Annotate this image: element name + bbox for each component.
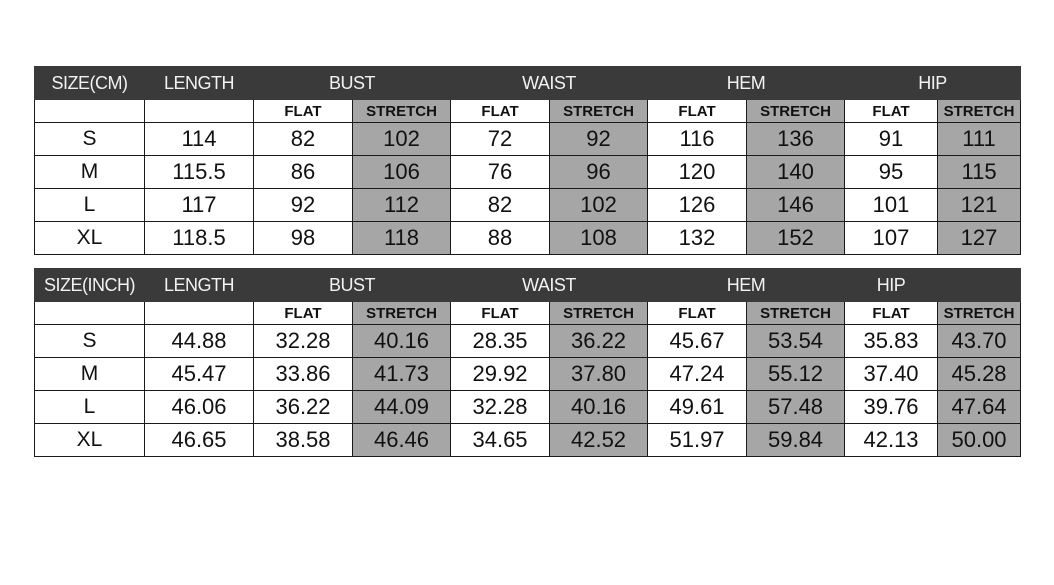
flat-label: FLAT [845,302,938,325]
stretch-cell: 43.70 [938,325,1021,358]
flat-cell: 36.22 [254,391,353,424]
subheader-empty [145,302,254,325]
stretch-cell: 47.64 [938,391,1021,424]
table-row [35,358,1021,391]
stretch-cell: 46.46 [353,424,451,457]
table-row [35,189,1021,222]
stretch-cell: 106 [353,156,451,189]
length-cell: 115.5 [145,156,254,189]
length-cell: 46.65 [145,424,254,457]
stretch-cell: 127 [938,222,1021,255]
stretch-cell: 146 [747,189,845,222]
header-row [35,269,1021,302]
size-chart-cm [34,66,1021,255]
flat-cell: 72 [451,123,550,156]
flat-cell: 29.92 [451,358,550,391]
table-row [35,222,1021,255]
flat-cell: 95 [845,156,938,189]
stretch-cell: 118 [353,222,451,255]
stretch-label: STRETCH [550,302,648,325]
stretch-cell: 40.16 [353,325,451,358]
flat-cell: 34.65 [451,424,550,457]
stretch-cell: 121 [938,189,1021,222]
hip-header: HIP [845,269,938,302]
size-cell: L [35,391,145,424]
flat-cell: 132 [648,222,747,255]
flat-label: FLAT [254,302,353,325]
flat-cell: 91 [845,123,938,156]
hem-header: HEM [648,67,845,100]
flat-cell: 126 [648,189,747,222]
length-cell: 118.5 [145,222,254,255]
stretch-cell: 92 [550,123,648,156]
flat-cell: 49.61 [648,391,747,424]
stretch-label: STRETCH [353,302,451,325]
stretch-cell: 102 [550,189,648,222]
flat-cell: 76 [451,156,550,189]
length-cell: 114 [145,123,254,156]
length-cell: 117 [145,189,254,222]
flat-label: FLAT [451,302,550,325]
stretch-cell: 108 [550,222,648,255]
length-header: LENGTH [145,67,254,100]
flat-cell: 120 [648,156,747,189]
size-cell: S [35,325,145,358]
size-table-inch [34,268,1021,457]
length-cell: 46.06 [145,391,254,424]
stretch-cell: 40.16 [550,391,648,424]
bust-header: BUST [254,269,451,302]
stretch-cell: 37.80 [550,358,648,391]
stretch-cell: 45.28 [938,358,1021,391]
table-row [35,424,1021,457]
flat-cell: 39.76 [845,391,938,424]
stretch-cell: 115 [938,156,1021,189]
size-header: SIZE(INCH) [35,269,145,302]
size-cell: S [35,123,145,156]
stretch-label: STRETCH [353,100,451,123]
stretch-cell: 96 [550,156,648,189]
table-row [35,391,1021,424]
flat-cell: 82 [254,123,353,156]
stretch-cell: 53.54 [747,325,845,358]
flat-cell: 92 [254,189,353,222]
stretch-cell: 59.84 [747,424,845,457]
flat-cell: 35.83 [845,325,938,358]
flat-cell: 86 [254,156,353,189]
flat-cell: 37.40 [845,358,938,391]
flat-cell: 98 [254,222,353,255]
flat-cell: 47.24 [648,358,747,391]
waist-header: WAIST [451,269,648,302]
stretch-label: STRETCH [938,100,1021,123]
table-row [35,325,1021,358]
stretch-label: STRETCH [938,302,1021,325]
hip-header: HIP [845,67,1021,100]
flat-cell: 116 [648,123,747,156]
waist-header: WAIST [451,67,648,100]
size-table-cm [34,66,1021,255]
stretch-cell: 44.09 [353,391,451,424]
flat-cell: 107 [845,222,938,255]
header-empty [938,269,1021,302]
stretch-label: STRETCH [747,100,845,123]
flat-cell: 101 [845,189,938,222]
table-body [35,269,1021,457]
flat-label: FLAT [451,100,550,123]
length-header: LENGTH [145,269,254,302]
flat-cell: 42.13 [845,424,938,457]
stretch-cell: 36.22 [550,325,648,358]
size-cell: M [35,156,145,189]
size-cell: XL [35,222,145,255]
subheader-empty [35,100,145,123]
size-header: SIZE(CM) [35,67,145,100]
header-row [35,67,1021,100]
stretch-cell: 57.48 [747,391,845,424]
size-cell: L [35,189,145,222]
flat-cell: 28.35 [451,325,550,358]
subheader-empty [145,100,254,123]
stretch-cell: 112 [353,189,451,222]
length-cell: 45.47 [145,358,254,391]
size-cell: XL [35,424,145,457]
size-cell: M [35,358,145,391]
flat-cell: 51.97 [648,424,747,457]
stretch-cell: 111 [938,123,1021,156]
flat-label: FLAT [845,100,938,123]
flat-label: FLAT [648,302,747,325]
flat-label: FLAT [254,100,353,123]
flat-cell: 88 [451,222,550,255]
flat-cell: 33.86 [254,358,353,391]
table-row [35,123,1021,156]
bust-header: BUST [254,67,451,100]
flat-cell: 32.28 [254,325,353,358]
subheader-row [35,100,1021,123]
length-cell: 44.88 [145,325,254,358]
stretch-cell: 41.73 [353,358,451,391]
subheader-row [35,302,1021,325]
flat-cell: 32.28 [451,391,550,424]
stretch-label: STRETCH [747,302,845,325]
stretch-label: STRETCH [550,100,648,123]
stretch-cell: 102 [353,123,451,156]
flat-cell: 82 [451,189,550,222]
stretch-cell: 140 [747,156,845,189]
table-body [35,67,1021,255]
flat-label: FLAT [648,100,747,123]
hem-header: HEM [648,269,845,302]
stretch-cell: 136 [747,123,845,156]
flat-cell: 45.67 [648,325,747,358]
subheader-empty [35,302,145,325]
flat-cell: 38.58 [254,424,353,457]
stretch-cell: 42.52 [550,424,648,457]
size-chart-inch [34,268,1021,457]
table-row [35,156,1021,189]
stretch-cell: 152 [747,222,845,255]
stretch-cell: 50.00 [938,424,1021,457]
stretch-cell: 55.12 [747,358,845,391]
